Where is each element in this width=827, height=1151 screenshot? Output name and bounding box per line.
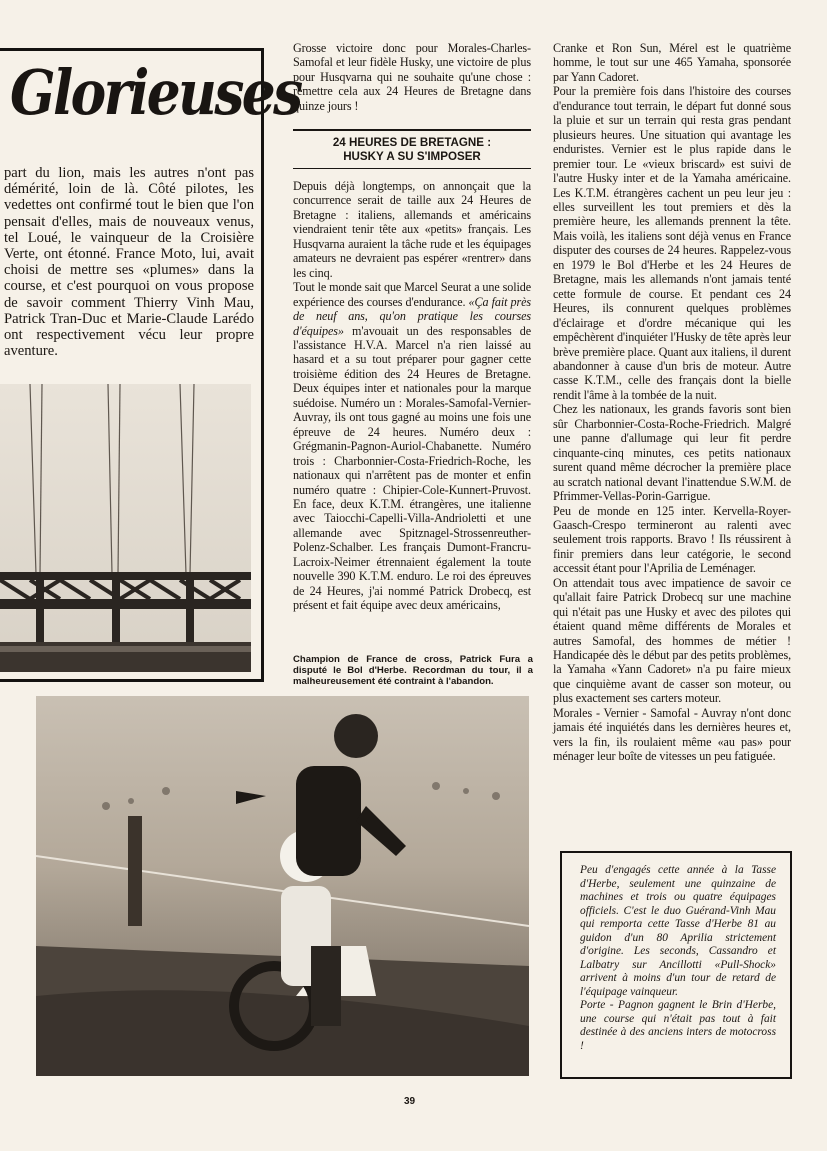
page-number: 39 xyxy=(404,1096,416,1107)
section-heading-line2: HUSKY A SU S'IMPOSER xyxy=(343,150,481,163)
col3-paragraph-1: Cranke et Ron Sun, Mérel est le quatrième homme, le tout sur une 465 Yamaha, sponsorée par Yann Cadoret. xyxy=(553,41,791,84)
photo-bridge xyxy=(0,384,251,672)
col3-paragraph-2: Pour la première fois dans l'histoire des courses d'endurance tout terrain, le départ fut donné sous la pluie et sur un terrain qui resta gras pendant plusieurs heures. Une situation qui avantage les enduristes. Vernier est le plus rapide dans le premier tour. Le «vieux briscard» est suivi de l'autre Husky inter et de la Yamaha américaine. Les K.T.M. étrangères cachent un peu leur jeu : elles surveillent les tout premiers et dès la première heure, les allemands prennent la tête. Mais voilà, les italiens sont déjà venus en France disputer des courses de 24 heures. Rappelez-vous en 1979 le Bol d'Herbe et les 24 Heures de Bretagne, mais les allemands n'ont jamais tenté cette formule de course. Et pendant ces 24 Heures, ils connurent quelques problèmes d'éclairage et d'ordre mécanique qui les empêchèrent d'inquiéter l'Husky de tête après leur brève première place. Quant aux italiens, il durent abandonner à cause d'un bris de moteur. Autre casse K.T.M., celle des français dont la bielle rendit l'âme à la tombée de la nuit. xyxy=(553,84,791,402)
col3-paragraph-6: Morales - Vernier - Samofal - Auvray n'ont donc jamais été inquiétés dans les dernières heures et, vers la fin, ils roulaient même «au pas» pour ménager leur boîte de vitesses un peu fatiguée. xyxy=(553,705,791,764)
intro-text: part du lion, mais les autres n'ont pas démérité, loin de là. Côté pilotes, les vedettes ont confirmé tout le bien que l'on pensait d'elles, mais de nouveaux venus, tel Loué, le vainqueur de la Croisière Verte, ont étonné. France Moto, lui, avait choisi de mettre ses «plumes» dans la course, et c'est pourquoi on vous propose de savoir comment Thierry Vinh Mau, Patrick Tran-Duc et Marie-Claude Larédo ont respectivement vécu leur propre aventure. xyxy=(4,165,254,360)
section-rule-top xyxy=(293,129,531,131)
box-paragraph-2: Porte - Pagnon gagnent le Brin d'Herbe, une course qui n'était pas tout à fait destinée à des anciens inters de motocross ! xyxy=(580,999,776,1052)
col2-paragraph-2 xyxy=(293,280,531,612)
box-paragraph-1: Peu d'engagés cette année à la Tasse d'Herbe, seulement une quinzaine de machines et trois ou quatre équipages officiels. C'est le duo Guérand-Vinh Mau qui remporta cette Tasse d'Herbe 81 au guidon d'un 80 Aprilia strictement d'origine. Les seconds, Cassandro et Lalbatry sur Ancillotti «Pull-Shock» arrivent à moins d'un tour de retard de l'équipage vainqueur. xyxy=(580,864,776,998)
section-rule-bottom xyxy=(293,168,531,169)
col3-paragraph-5: On attendait tous avec impatience de savoir ce qu'allait faire Patrick Drobecq sur une machine qui n'était pas une Husky et avec des pilotes qui étaient quand même différents de Morales et autres Samofal, des hommes de métier ! Handicapée dès le début par des petits problèmes, la Yamaha «Yann Cadoret» n'a pu faire mieux que cinquième avant de casser son moteur, ou plus exactement ses carters moteur. xyxy=(553,575,791,706)
col3-paragraph-4: Peu de monde en 125 inter. Kervella-Royer-Gaasch-Crespo termineront au ralenti avec seulement trois rapports. Bravo ! Ils réussirent à finir premiers dans leur catégorie, le second accessit étant pour l'Aprilia de Leménager. xyxy=(553,503,791,576)
photo-caption: Champion de France de cross, Patrick Fura a disputé le Bol d'Herbe. Recordman du tour, il a malheureusement été contraint à l'abandon. xyxy=(293,654,533,688)
column-2-body xyxy=(293,179,531,613)
col3-paragraph-3: Chez les nationaux, les grands favoris sont bien sûr Charbonnier-Costa-Roche-Friedrich. Malgré une panne d'allumage qui leur fit perdre cinquante-cinq minutes, ces petits nationaux surent quand même décrocher la première place au scratch national devant l'inattendue S.W.M. de Pfrimmer-Vellas-Porin-Garrigue. xyxy=(553,402,791,504)
sidebar-box xyxy=(560,851,792,1079)
col2-paragraph-1: Depuis déjà longtemps, on annonçait que la concurrence serait de taille aux 24 Heures de Bretagne : italiens, allemands et américains viendraient tenir tête aux «petits» français. Les Husqvarna auraient la tâche rude et les équipages amateurs ne devraient pas espérer «rentrer» dans les cinq. xyxy=(293,179,531,280)
article-title: Glorieuses xyxy=(10,56,301,129)
col2-p2-rest: m'avouait un des responsables de l'assistance H.V.A. Marcel n'a rien laissé au hasard et a su tout préparer pour gagner cette troisième édition des 24 Heures de Bretagne. Deux équipes inter et nationales pour la marque suédoise. Numéro un : Morales-Samofal-Vernier-Auvray, ils ont tous gagné au moins une fois une épreuve de 24 heures. Numéro deux : Grégmanin-Pagnon-Auriol-Chabanette. Numéro trois : Charbonnier-Costa-Friedrich-Roche, les nationaux qui n'arrêtent pas de monter et enfin numéro quatre : Chipier-Cole-Kunnert-Pruvost. En face, deux K.T.M. étrangères, une italienne avec Taiocchi-Capelli-Villa-Andrioletti et une allemande avec Spitznagel-Strossenreuther-Polenz-Schalber. Les français Dumont-Francru-Lacroix-Neimer étrennaient également la toute nouvelle 390 K.T.M. enduro. Le roi des épreuves de 24 Heures, j'ai nommé Patrick Drobecq, est présent et fait équipe avec deux américains, xyxy=(293,323,531,613)
col2-p2-lead: Tout le monde sait que Marcel Seurat a une solide expérience des courses d'endurance. xyxy=(293,280,532,309)
col2-p2-quote: «Ça fait près de neuf ans, qu'on pratique les courses d'équipes» xyxy=(293,294,531,338)
photo-motocross xyxy=(36,696,529,1076)
col2-top-paragraph: Grosse victoire donc pour Morales-Charles-Samofal et leur fidèle Husky, une victoire de plus pour Husqvarna qui ne souhaite qu'une chose : remettre cela aux 24 Heures de Bretagne dans quinze jours ! xyxy=(293,41,531,113)
column-3 xyxy=(553,41,791,764)
section-heading-line1: 24 HEURES DE BRETAGNE : xyxy=(332,136,492,149)
column-2-top xyxy=(293,41,531,113)
section-heading xyxy=(293,136,531,164)
